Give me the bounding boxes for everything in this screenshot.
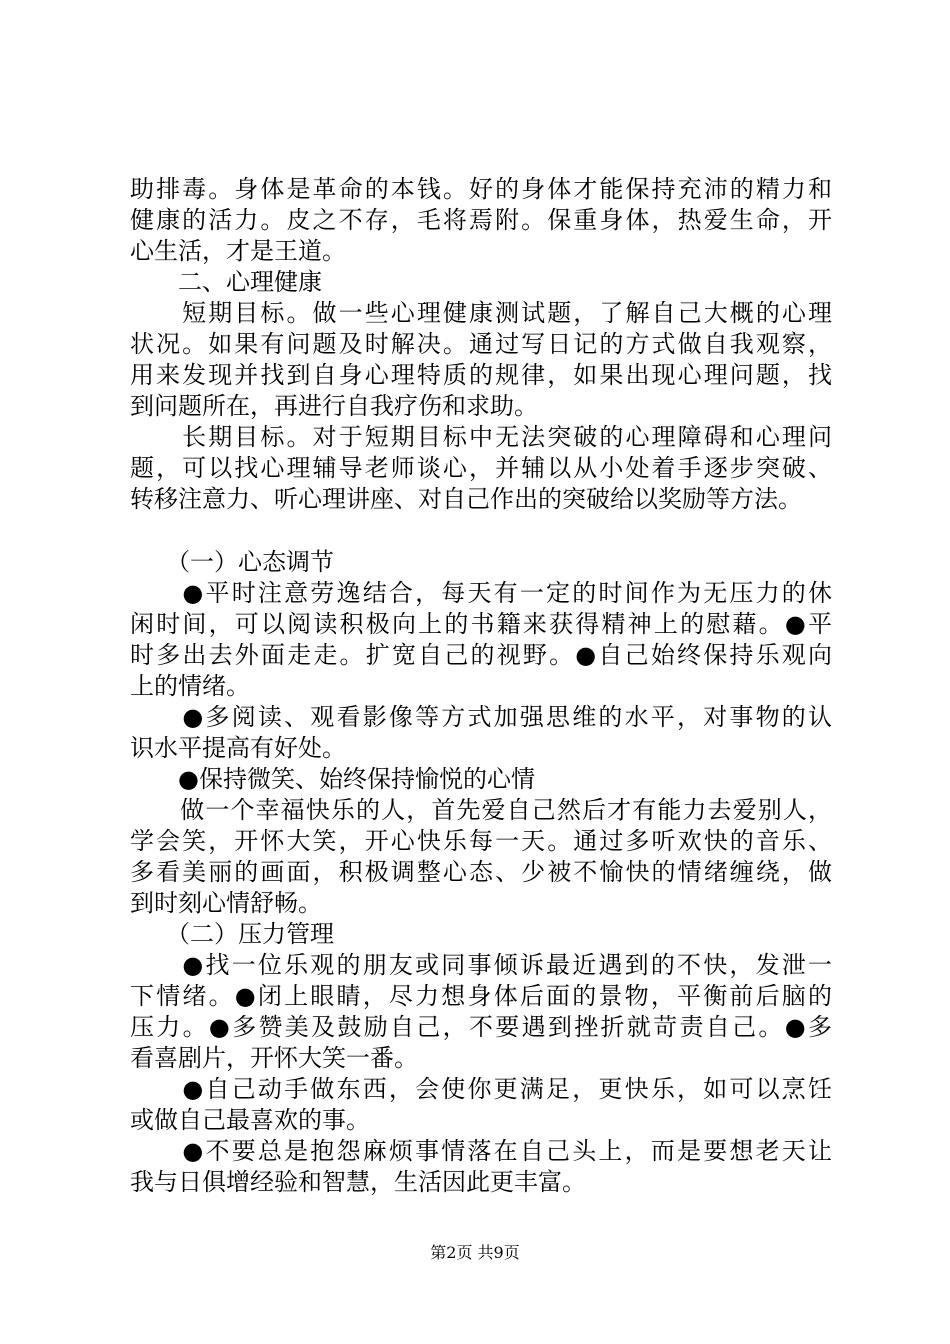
paragraph xyxy=(130,919,832,950)
text-line: ●平时注意劳逸结合，每天有一定的时间作为无压力的休 xyxy=(130,579,832,607)
text-line: 下情绪。●闭上眼睛，尽力想身体后面的景物，平衡前后脑的 xyxy=(130,982,832,1010)
paragraph xyxy=(130,547,832,578)
paragraph xyxy=(130,795,832,919)
text-line: 闲时间，可以阅读积极向上的书籍来获得精神上的慰藉。●平 xyxy=(130,610,832,638)
paragraph xyxy=(130,1136,832,1198)
text-line: 到问题所在，再进行自我疗伤和求助。 xyxy=(130,392,538,420)
text-line: 做一个幸福快乐的人，首先爱自己然后才有能力去爱别人， xyxy=(130,796,832,824)
text-line: 或做自己最喜欢的事。 xyxy=(130,1106,370,1134)
page-footer: 第2页 共9页 xyxy=(430,1243,520,1262)
text-line: 心生活，才是王道。 xyxy=(130,237,346,265)
paragraph xyxy=(130,702,832,764)
document-body xyxy=(130,174,832,1198)
text-line: （二）压力管理 xyxy=(130,920,334,948)
text-line: 用来发现并找到自身心理特质的规律，如果出现心理问题，找 xyxy=(130,361,832,389)
paragraph xyxy=(130,174,832,267)
text-line: 上的情绪。 xyxy=(130,672,250,700)
text-line: 二、心理健康 xyxy=(130,268,322,296)
text-line: 转移注意力、听心理讲座、对自己作出的突破给以奖励等方法。 xyxy=(130,485,802,513)
text-line: 短期目标。做一些心理健康测试题，了解自己大概的心理 xyxy=(130,299,832,327)
text-line: 我与日俱增经验和智慧，生活因此更丰富。 xyxy=(130,1168,586,1196)
text-line: 看喜剧片，开怀大笑一番。 xyxy=(130,1044,418,1072)
paragraph xyxy=(130,764,832,795)
paragraph xyxy=(130,950,832,1074)
text-line: ●找一位乐观的朋友或同事倾诉最近遇到的不快，发泄一 xyxy=(130,951,832,979)
text-line: 学会笑，开怀大笑，开心快乐每一天。通过多听欢快的音乐、 xyxy=(130,827,832,855)
text-line: ●多阅读、观看影像等方式加强思维的水平，对事物的认 xyxy=(130,703,832,731)
text-line: 多看美丽的画面，积极调整心态、少被不愉快的情绪缠绕，做 xyxy=(130,858,832,886)
paragraph-spacer xyxy=(130,515,832,547)
text-line: 到时刻心情舒畅。 xyxy=(130,889,322,917)
text-line: 助排毒。身体是革命的本钱。好的身体才能保持充沛的精力和 xyxy=(130,175,832,203)
text-line: ●保持微笑、始终保持愉悦的心情 xyxy=(130,765,535,793)
text-line: 健康的活力。皮之不存，毛将焉附。保重身体，热爱生命，开 xyxy=(130,206,832,234)
text-line: ●不要总是抱怨麻烦事情落在自己头上，而是要想老天让 xyxy=(130,1137,832,1165)
paragraph xyxy=(130,267,832,298)
paragraph xyxy=(130,578,832,702)
text-line: （一）心态调节 xyxy=(130,548,334,576)
text-line: 时多出去外面走走。扩宽自己的视野。●自己始终保持乐观向 xyxy=(130,641,832,669)
text-line: 识水平提高有好处。 xyxy=(130,734,346,762)
text-line: 长期目标。对于短期目标中无法突破的心理障碍和心理问 xyxy=(130,423,832,451)
paragraph xyxy=(130,422,832,515)
text-line: 压力。●多赞美及鼓励自己，不要遇到挫折就苛责自己。●多 xyxy=(130,1013,832,1041)
paragraph xyxy=(130,1074,832,1136)
paragraph xyxy=(130,298,832,422)
text-line: 题，可以找心理辅导老师谈心，并辅以从小处着手逐步突破、 xyxy=(130,454,832,482)
text-line: 状况。如果有问题及时解决。通过写日记的方式做自我观察， xyxy=(130,330,832,358)
text-line: ●自己动手做东西，会使你更满足，更快乐，如可以烹饪 xyxy=(130,1075,832,1103)
